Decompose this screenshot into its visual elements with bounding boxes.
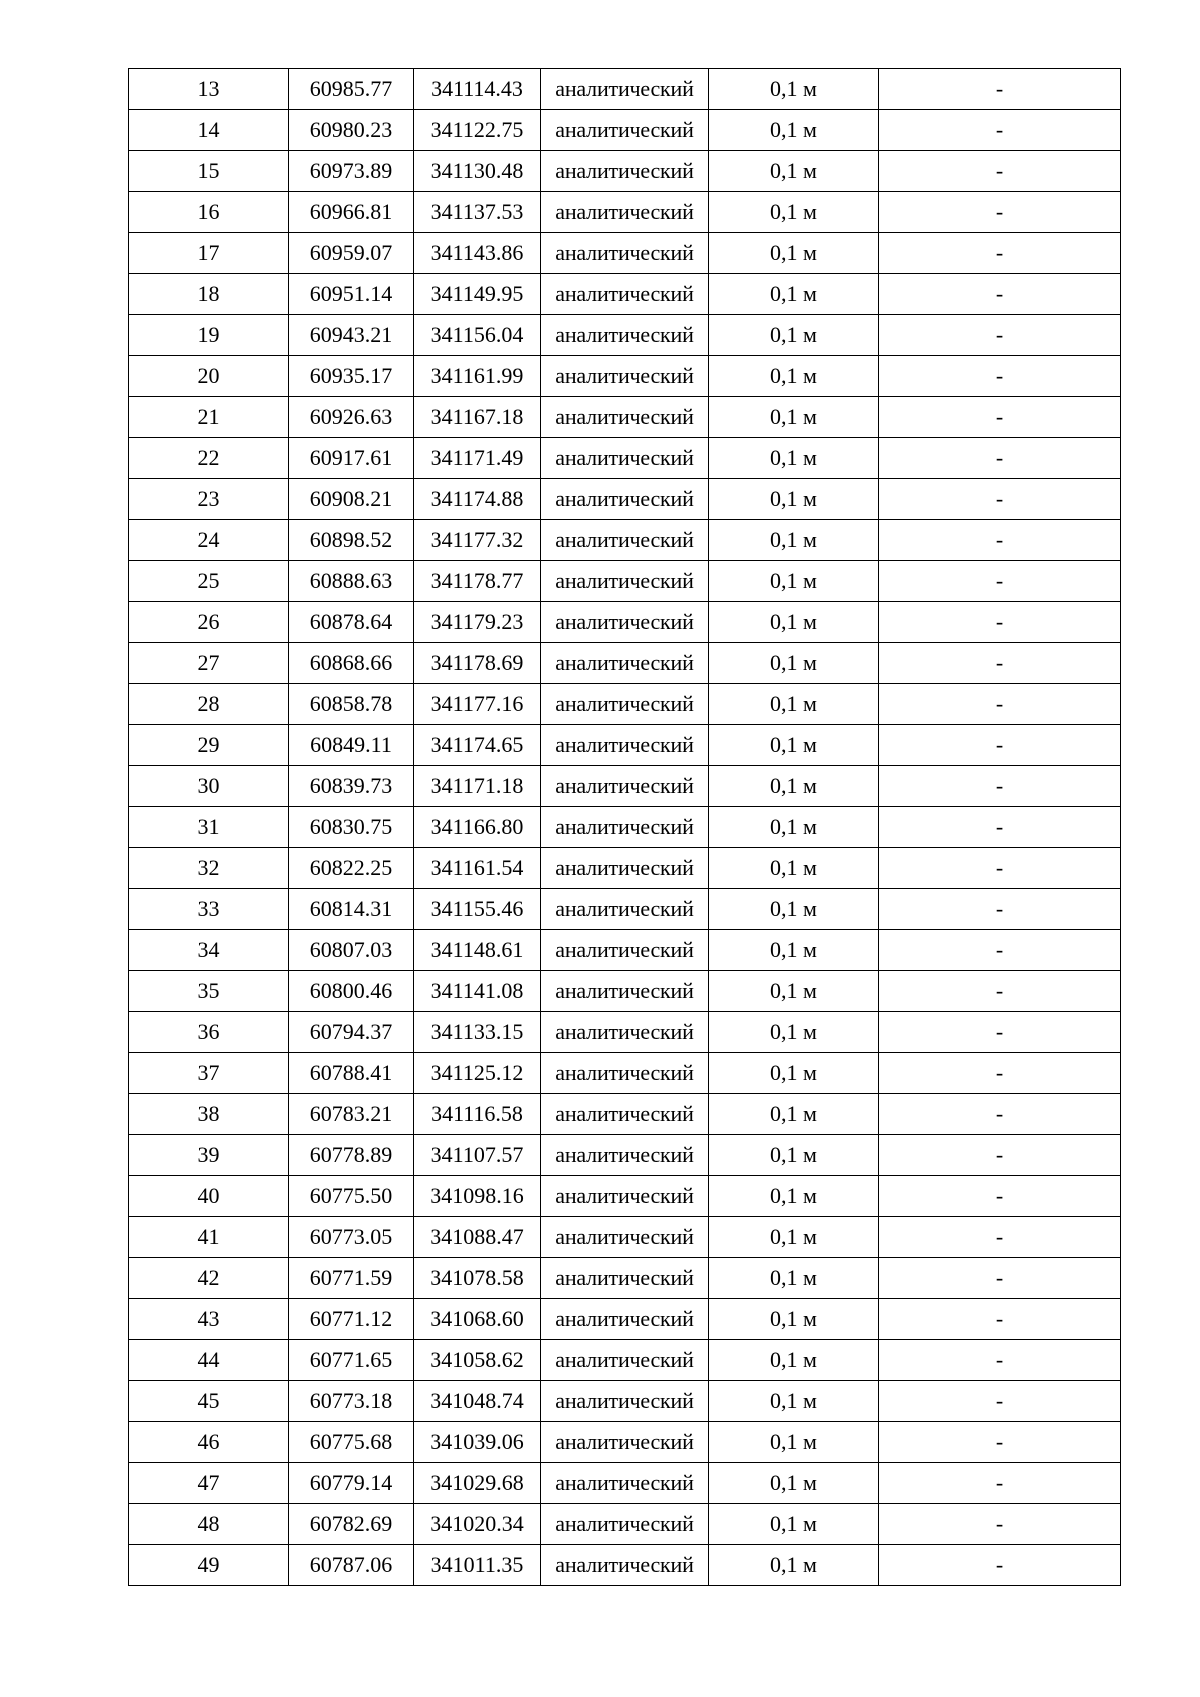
- method-cell: аналитический: [541, 1504, 709, 1545]
- method-cell: аналитический: [541, 643, 709, 684]
- method-cell: аналитический: [541, 1340, 709, 1381]
- method-cell: аналитический: [541, 1053, 709, 1094]
- point-number-cell: 16: [129, 192, 289, 233]
- table-row: [129, 602, 1121, 643]
- y-coordinate-cell: 341137.53: [414, 192, 541, 233]
- point-number-cell: 45: [129, 1381, 289, 1422]
- accuracy-cell: 0,1 м: [709, 766, 879, 807]
- x-coordinate-cell: 60980.23: [289, 110, 414, 151]
- accuracy-cell: 0,1 м: [709, 1258, 879, 1299]
- table-row: [129, 110, 1121, 151]
- accuracy-cell: 0,1 м: [709, 274, 879, 315]
- method-cell: аналитический: [541, 520, 709, 561]
- y-coordinate-cell: 341149.95: [414, 274, 541, 315]
- table-row: [129, 1094, 1121, 1135]
- accuracy-cell: 0,1 м: [709, 356, 879, 397]
- note-cell: -: [879, 1422, 1121, 1463]
- table-row: [129, 315, 1121, 356]
- accuracy-cell: 0,1 м: [709, 1381, 879, 1422]
- method-cell: аналитический: [541, 725, 709, 766]
- method-cell: аналитический: [541, 438, 709, 479]
- y-coordinate-cell: 341179.23: [414, 602, 541, 643]
- accuracy-cell: 0,1 м: [709, 69, 879, 110]
- method-cell: аналитический: [541, 69, 709, 110]
- y-coordinate-cell: 341058.62: [414, 1340, 541, 1381]
- x-coordinate-cell: 60878.64: [289, 602, 414, 643]
- y-coordinate-cell: 341171.18: [414, 766, 541, 807]
- note-cell: -: [879, 1299, 1121, 1340]
- x-coordinate-cell: 60888.63: [289, 561, 414, 602]
- note-cell: -: [879, 766, 1121, 807]
- y-coordinate-cell: 341161.54: [414, 848, 541, 889]
- note-cell: -: [879, 1176, 1121, 1217]
- y-coordinate-cell: 341133.15: [414, 1012, 541, 1053]
- note-cell: -: [879, 848, 1121, 889]
- point-number-cell: 36: [129, 1012, 289, 1053]
- accuracy-cell: 0,1 м: [709, 643, 879, 684]
- point-number-cell: 21: [129, 397, 289, 438]
- accuracy-cell: 0,1 м: [709, 315, 879, 356]
- point-number-cell: 49: [129, 1545, 289, 1586]
- note-cell: -: [879, 725, 1121, 766]
- x-coordinate-cell: 60985.77: [289, 69, 414, 110]
- y-coordinate-cell: 341098.16: [414, 1176, 541, 1217]
- table-row: [129, 643, 1121, 684]
- method-cell: аналитический: [541, 397, 709, 438]
- accuracy-cell: 0,1 м: [709, 233, 879, 274]
- method-cell: аналитический: [541, 274, 709, 315]
- accuracy-cell: 0,1 м: [709, 1135, 879, 1176]
- x-coordinate-cell: 60771.65: [289, 1340, 414, 1381]
- table-row: [129, 1545, 1121, 1586]
- accuracy-cell: 0,1 м: [709, 602, 879, 643]
- method-cell: аналитический: [541, 1463, 709, 1504]
- table-row: [129, 1422, 1121, 1463]
- point-number-cell: 13: [129, 69, 289, 110]
- accuracy-cell: 0,1 м: [709, 561, 879, 602]
- point-number-cell: 42: [129, 1258, 289, 1299]
- x-coordinate-cell: 60775.68: [289, 1422, 414, 1463]
- table-row: [129, 1463, 1121, 1504]
- y-coordinate-cell: 341155.46: [414, 889, 541, 930]
- point-number-cell: 25: [129, 561, 289, 602]
- method-cell: аналитический: [541, 1545, 709, 1586]
- note-cell: -: [879, 889, 1121, 930]
- accuracy-cell: 0,1 м: [709, 192, 879, 233]
- accuracy-cell: 0,1 м: [709, 1094, 879, 1135]
- y-coordinate-cell: 341029.68: [414, 1463, 541, 1504]
- x-coordinate-cell: 60782.69: [289, 1504, 414, 1545]
- table-row: [129, 1299, 1121, 1340]
- table-row: [129, 397, 1121, 438]
- note-cell: -: [879, 397, 1121, 438]
- table-row: [129, 889, 1121, 930]
- x-coordinate-cell: 60898.52: [289, 520, 414, 561]
- accuracy-cell: 0,1 м: [709, 110, 879, 151]
- y-coordinate-cell: 341011.35: [414, 1545, 541, 1586]
- table-row: [129, 848, 1121, 889]
- note-cell: -: [879, 274, 1121, 315]
- method-cell: аналитический: [541, 807, 709, 848]
- table-row: [129, 561, 1121, 602]
- point-number-cell: 38: [129, 1094, 289, 1135]
- table-row: [129, 151, 1121, 192]
- note-cell: -: [879, 1381, 1121, 1422]
- point-number-cell: 14: [129, 110, 289, 151]
- x-coordinate-cell: 60943.21: [289, 315, 414, 356]
- point-number-cell: 23: [129, 479, 289, 520]
- x-coordinate-cell: 60858.78: [289, 684, 414, 725]
- table-row: [129, 1340, 1121, 1381]
- point-number-cell: 35: [129, 971, 289, 1012]
- x-coordinate-cell: 60779.14: [289, 1463, 414, 1504]
- accuracy-cell: 0,1 м: [709, 1463, 879, 1504]
- y-coordinate-cell: 341178.77: [414, 561, 541, 602]
- table-row: [129, 1053, 1121, 1094]
- y-coordinate-cell: 341122.75: [414, 110, 541, 151]
- method-cell: аналитический: [541, 315, 709, 356]
- note-cell: -: [879, 520, 1121, 561]
- coordinates-table: [128, 68, 1121, 1586]
- note-cell: -: [879, 684, 1121, 725]
- table-row: [129, 1258, 1121, 1299]
- note-cell: -: [879, 1463, 1121, 1504]
- note-cell: -: [879, 1094, 1121, 1135]
- method-cell: аналитический: [541, 930, 709, 971]
- note-cell: -: [879, 151, 1121, 192]
- accuracy-cell: 0,1 м: [709, 1012, 879, 1053]
- point-number-cell: 18: [129, 274, 289, 315]
- accuracy-cell: 0,1 м: [709, 930, 879, 971]
- y-coordinate-cell: 341068.60: [414, 1299, 541, 1340]
- table-row: [129, 479, 1121, 520]
- table-row: [129, 930, 1121, 971]
- note-cell: -: [879, 110, 1121, 151]
- x-coordinate-cell: 60800.46: [289, 971, 414, 1012]
- x-coordinate-cell: 60773.05: [289, 1217, 414, 1258]
- note-cell: -: [879, 1012, 1121, 1053]
- point-number-cell: 43: [129, 1299, 289, 1340]
- x-coordinate-cell: 60917.61: [289, 438, 414, 479]
- point-number-cell: 33: [129, 889, 289, 930]
- y-coordinate-cell: 341078.58: [414, 1258, 541, 1299]
- accuracy-cell: 0,1 м: [709, 889, 879, 930]
- table-row: [129, 1381, 1121, 1422]
- note-cell: -: [879, 1217, 1121, 1258]
- table-row: [129, 1217, 1121, 1258]
- method-cell: аналитический: [541, 110, 709, 151]
- y-coordinate-cell: 341125.12: [414, 1053, 541, 1094]
- accuracy-cell: 0,1 м: [709, 397, 879, 438]
- x-coordinate-cell: 60778.89: [289, 1135, 414, 1176]
- method-cell: аналитический: [541, 848, 709, 889]
- accuracy-cell: 0,1 м: [709, 1504, 879, 1545]
- point-number-cell: 39: [129, 1135, 289, 1176]
- accuracy-cell: 0,1 м: [709, 971, 879, 1012]
- y-coordinate-cell: 341143.86: [414, 233, 541, 274]
- x-coordinate-cell: 60868.66: [289, 643, 414, 684]
- point-number-cell: 27: [129, 643, 289, 684]
- accuracy-cell: 0,1 м: [709, 479, 879, 520]
- accuracy-cell: 0,1 м: [709, 1299, 879, 1340]
- point-number-cell: 46: [129, 1422, 289, 1463]
- x-coordinate-cell: 60935.17: [289, 356, 414, 397]
- note-cell: -: [879, 356, 1121, 397]
- accuracy-cell: 0,1 м: [709, 1217, 879, 1258]
- accuracy-cell: 0,1 м: [709, 1053, 879, 1094]
- point-number-cell: 26: [129, 602, 289, 643]
- point-number-cell: 28: [129, 684, 289, 725]
- table-row: [129, 192, 1121, 233]
- table-row: [129, 520, 1121, 561]
- point-number-cell: 17: [129, 233, 289, 274]
- x-coordinate-cell: 60788.41: [289, 1053, 414, 1094]
- method-cell: аналитический: [541, 1094, 709, 1135]
- point-number-cell: 44: [129, 1340, 289, 1381]
- accuracy-cell: 0,1 м: [709, 438, 879, 479]
- table-row: [129, 233, 1121, 274]
- table-row: [129, 1135, 1121, 1176]
- note-cell: -: [879, 1504, 1121, 1545]
- x-coordinate-cell: 60807.03: [289, 930, 414, 971]
- point-number-cell: 37: [129, 1053, 289, 1094]
- point-number-cell: 48: [129, 1504, 289, 1545]
- point-number-cell: 47: [129, 1463, 289, 1504]
- method-cell: аналитический: [541, 766, 709, 807]
- note-cell: -: [879, 1053, 1121, 1094]
- note-cell: -: [879, 1545, 1121, 1586]
- x-coordinate-cell: 60794.37: [289, 1012, 414, 1053]
- point-number-cell: 15: [129, 151, 289, 192]
- y-coordinate-cell: 341114.43: [414, 69, 541, 110]
- method-cell: аналитический: [541, 561, 709, 602]
- x-coordinate-cell: 60830.75: [289, 807, 414, 848]
- x-coordinate-cell: 60771.12: [289, 1299, 414, 1340]
- note-cell: -: [879, 971, 1121, 1012]
- accuracy-cell: 0,1 м: [709, 1340, 879, 1381]
- y-coordinate-cell: 341174.65: [414, 725, 541, 766]
- x-coordinate-cell: 60966.81: [289, 192, 414, 233]
- method-cell: аналитический: [541, 602, 709, 643]
- table-row: [129, 438, 1121, 479]
- table-row: [129, 1176, 1121, 1217]
- x-coordinate-cell: 60849.11: [289, 725, 414, 766]
- accuracy-cell: 0,1 м: [709, 1545, 879, 1586]
- x-coordinate-cell: 60822.25: [289, 848, 414, 889]
- x-coordinate-cell: 60908.21: [289, 479, 414, 520]
- table-row: [129, 1012, 1121, 1053]
- accuracy-cell: 0,1 м: [709, 151, 879, 192]
- method-cell: аналитический: [541, 479, 709, 520]
- point-number-cell: 31: [129, 807, 289, 848]
- table-row: [129, 725, 1121, 766]
- x-coordinate-cell: 60951.14: [289, 274, 414, 315]
- y-coordinate-cell: 341116.58: [414, 1094, 541, 1135]
- note-cell: -: [879, 1340, 1121, 1381]
- note-cell: -: [879, 643, 1121, 684]
- method-cell: аналитический: [541, 1176, 709, 1217]
- y-coordinate-cell: 341177.16: [414, 684, 541, 725]
- note-cell: -: [879, 1135, 1121, 1176]
- x-coordinate-cell: 60775.50: [289, 1176, 414, 1217]
- method-cell: аналитический: [541, 1217, 709, 1258]
- method-cell: аналитический: [541, 356, 709, 397]
- y-coordinate-cell: 341178.69: [414, 643, 541, 684]
- y-coordinate-cell: 341048.74: [414, 1381, 541, 1422]
- y-coordinate-cell: 341039.06: [414, 1422, 541, 1463]
- table-row: [129, 807, 1121, 848]
- accuracy-cell: 0,1 м: [709, 1422, 879, 1463]
- point-number-cell: 19: [129, 315, 289, 356]
- accuracy-cell: 0,1 м: [709, 520, 879, 561]
- table-row: [129, 684, 1121, 725]
- point-number-cell: 20: [129, 356, 289, 397]
- y-coordinate-cell: 341088.47: [414, 1217, 541, 1258]
- table-row: [129, 69, 1121, 110]
- y-coordinate-cell: 341107.57: [414, 1135, 541, 1176]
- note-cell: -: [879, 479, 1121, 520]
- method-cell: аналитический: [541, 151, 709, 192]
- point-number-cell: 29: [129, 725, 289, 766]
- point-number-cell: 22: [129, 438, 289, 479]
- method-cell: аналитический: [541, 1135, 709, 1176]
- method-cell: аналитический: [541, 971, 709, 1012]
- x-coordinate-cell: 60787.06: [289, 1545, 414, 1586]
- table-row: [129, 1504, 1121, 1545]
- method-cell: аналитический: [541, 684, 709, 725]
- note-cell: -: [879, 561, 1121, 602]
- y-coordinate-cell: 341177.32: [414, 520, 541, 561]
- y-coordinate-cell: 341174.88: [414, 479, 541, 520]
- coordinates-table-body: [129, 69, 1121, 1586]
- accuracy-cell: 0,1 м: [709, 684, 879, 725]
- point-number-cell: 30: [129, 766, 289, 807]
- method-cell: аналитический: [541, 233, 709, 274]
- y-coordinate-cell: 341020.34: [414, 1504, 541, 1545]
- table-row: [129, 766, 1121, 807]
- accuracy-cell: 0,1 м: [709, 725, 879, 766]
- y-coordinate-cell: 341130.48: [414, 151, 541, 192]
- x-coordinate-cell: 60926.63: [289, 397, 414, 438]
- note-cell: -: [879, 930, 1121, 971]
- point-number-cell: 40: [129, 1176, 289, 1217]
- note-cell: -: [879, 807, 1121, 848]
- point-number-cell: 34: [129, 930, 289, 971]
- note-cell: -: [879, 1258, 1121, 1299]
- note-cell: -: [879, 438, 1121, 479]
- y-coordinate-cell: 341167.18: [414, 397, 541, 438]
- method-cell: аналитический: [541, 889, 709, 930]
- method-cell: аналитический: [541, 192, 709, 233]
- accuracy-cell: 0,1 м: [709, 1176, 879, 1217]
- x-coordinate-cell: 60959.07: [289, 233, 414, 274]
- point-number-cell: 24: [129, 520, 289, 561]
- method-cell: аналитический: [541, 1012, 709, 1053]
- method-cell: аналитический: [541, 1258, 709, 1299]
- table-row: [129, 356, 1121, 397]
- x-coordinate-cell: 60783.21: [289, 1094, 414, 1135]
- note-cell: -: [879, 233, 1121, 274]
- accuracy-cell: 0,1 м: [709, 807, 879, 848]
- point-number-cell: 32: [129, 848, 289, 889]
- y-coordinate-cell: 341141.08: [414, 971, 541, 1012]
- y-coordinate-cell: 341161.99: [414, 356, 541, 397]
- method-cell: аналитический: [541, 1422, 709, 1463]
- y-coordinate-cell: 341171.49: [414, 438, 541, 479]
- y-coordinate-cell: 341148.61: [414, 930, 541, 971]
- x-coordinate-cell: 60814.31: [289, 889, 414, 930]
- note-cell: -: [879, 192, 1121, 233]
- x-coordinate-cell: 60839.73: [289, 766, 414, 807]
- x-coordinate-cell: 60973.89: [289, 151, 414, 192]
- note-cell: -: [879, 69, 1121, 110]
- table-row: [129, 971, 1121, 1012]
- y-coordinate-cell: 341156.04: [414, 315, 541, 356]
- note-cell: -: [879, 602, 1121, 643]
- method-cell: аналитический: [541, 1299, 709, 1340]
- table-row: [129, 274, 1121, 315]
- note-cell: -: [879, 315, 1121, 356]
- point-number-cell: 41: [129, 1217, 289, 1258]
- x-coordinate-cell: 60771.59: [289, 1258, 414, 1299]
- x-coordinate-cell: 60773.18: [289, 1381, 414, 1422]
- method-cell: аналитический: [541, 1381, 709, 1422]
- accuracy-cell: 0,1 м: [709, 848, 879, 889]
- y-coordinate-cell: 341166.80: [414, 807, 541, 848]
